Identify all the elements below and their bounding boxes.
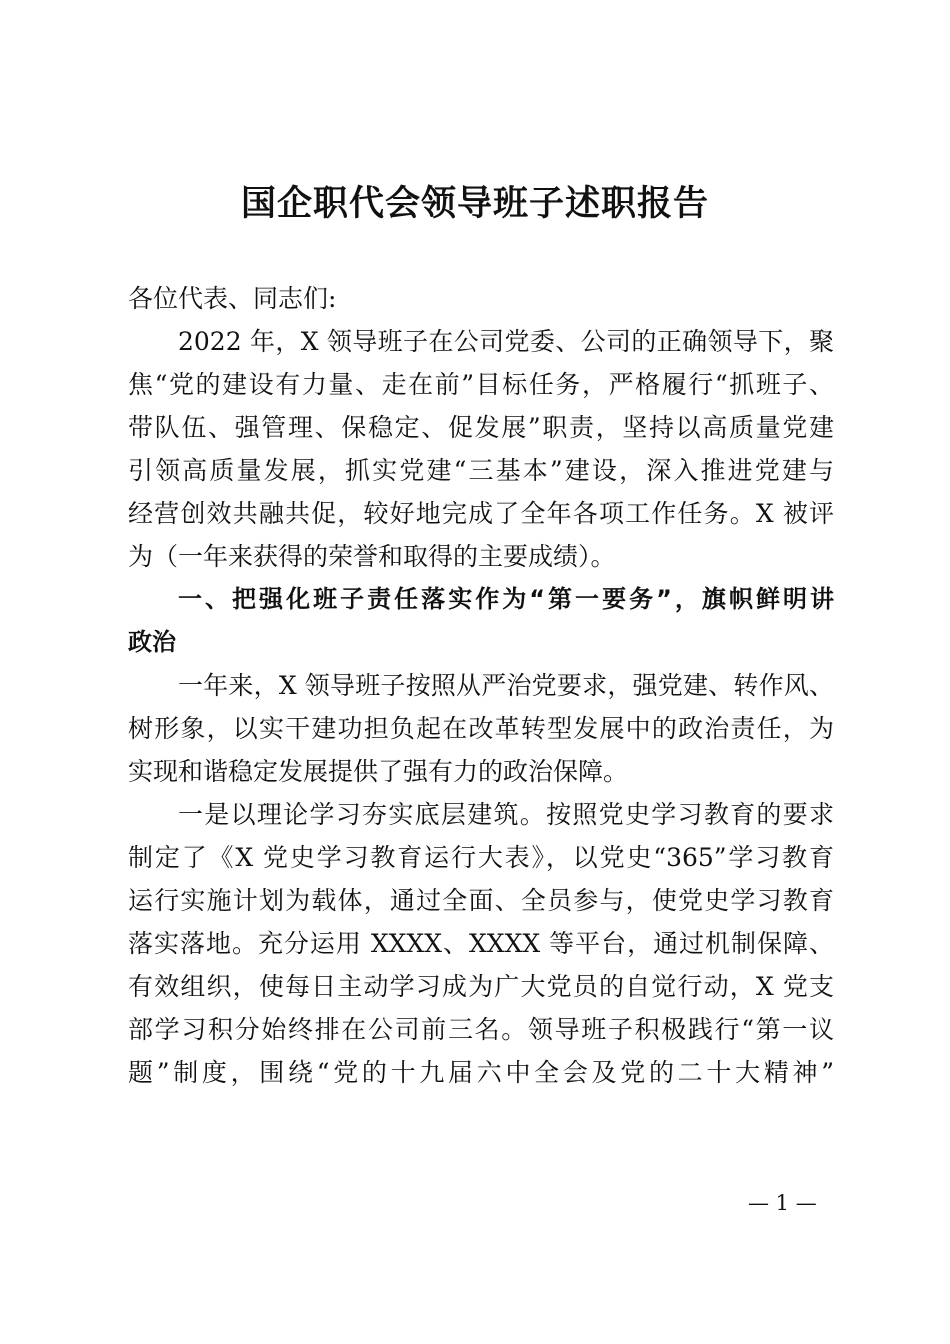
body-line: 一年来，X 领导班子按照从严治党要求，强党建、转作风、 bbox=[178, 671, 834, 700]
section-heading-line: 一、把强化班子责任落实作为“第一要务”，旗帜鲜明讲 bbox=[178, 585, 834, 613]
salutation-line: 各位代表、同志们: bbox=[128, 284, 337, 313]
body-line: 为（一年来获得的荣誉和取得的主要成绩）。 bbox=[128, 542, 616, 571]
body-line: 落实落地。充分运用 XXXX、XXXX 等平台，通过机制保障、 bbox=[128, 929, 834, 958]
body-line: 题”制度，围绕“党的十九届六中全会及党的二十大精神” bbox=[128, 1058, 834, 1087]
body-line: 引领高质量发展，抓实党建“三基本”建设，深入推进党建与 bbox=[128, 456, 834, 485]
body-line: 经营创效共融共促，较好地完成了全年各项工作任务。X 被评 bbox=[128, 499, 834, 528]
body-line: 运行实施计划为载体，通过全面、全员参与，使党史学习教育 bbox=[128, 886, 834, 915]
document-body bbox=[128, 277, 834, 1094]
body-line: 一是以理论学习夯实底层建筑。按照党史学习教育的要求 bbox=[178, 800, 834, 829]
body-line: 有效组织，使每日主动学习成为广大党员的自觉行动，X 党支 bbox=[128, 972, 834, 1001]
body-line: 2022 年，X 领导班子在公司党委、公司的正确领导下，聚 bbox=[178, 327, 834, 356]
body-line: 部学习积分始终排在公司前三名。领导班子积极践行“第一议 bbox=[128, 1015, 834, 1044]
section-heading-line: 政治 bbox=[128, 628, 176, 656]
page-number: — 1 — bbox=[748, 1191, 817, 1215]
body-line: 树形象，以实干建功担负起在改革转型发展中的政治责任，为 bbox=[128, 714, 834, 743]
body-line: 焦“党的建设有力量、走在前”目标任务，严格履行“抓班子、 bbox=[128, 370, 834, 399]
body-line: 实现和谐稳定发展提供了强有力的政治保障。 bbox=[128, 757, 629, 786]
body-line: 制定了《X 党史学习教育运行大表》，以党史“365”学习教育 bbox=[128, 843, 834, 872]
body-line: 带队伍、强管理、保稳定、促发展”职责，坚持以高质量党建 bbox=[128, 413, 834, 442]
document-title: 国企职代会领导班子述职报告 bbox=[240, 183, 709, 224]
